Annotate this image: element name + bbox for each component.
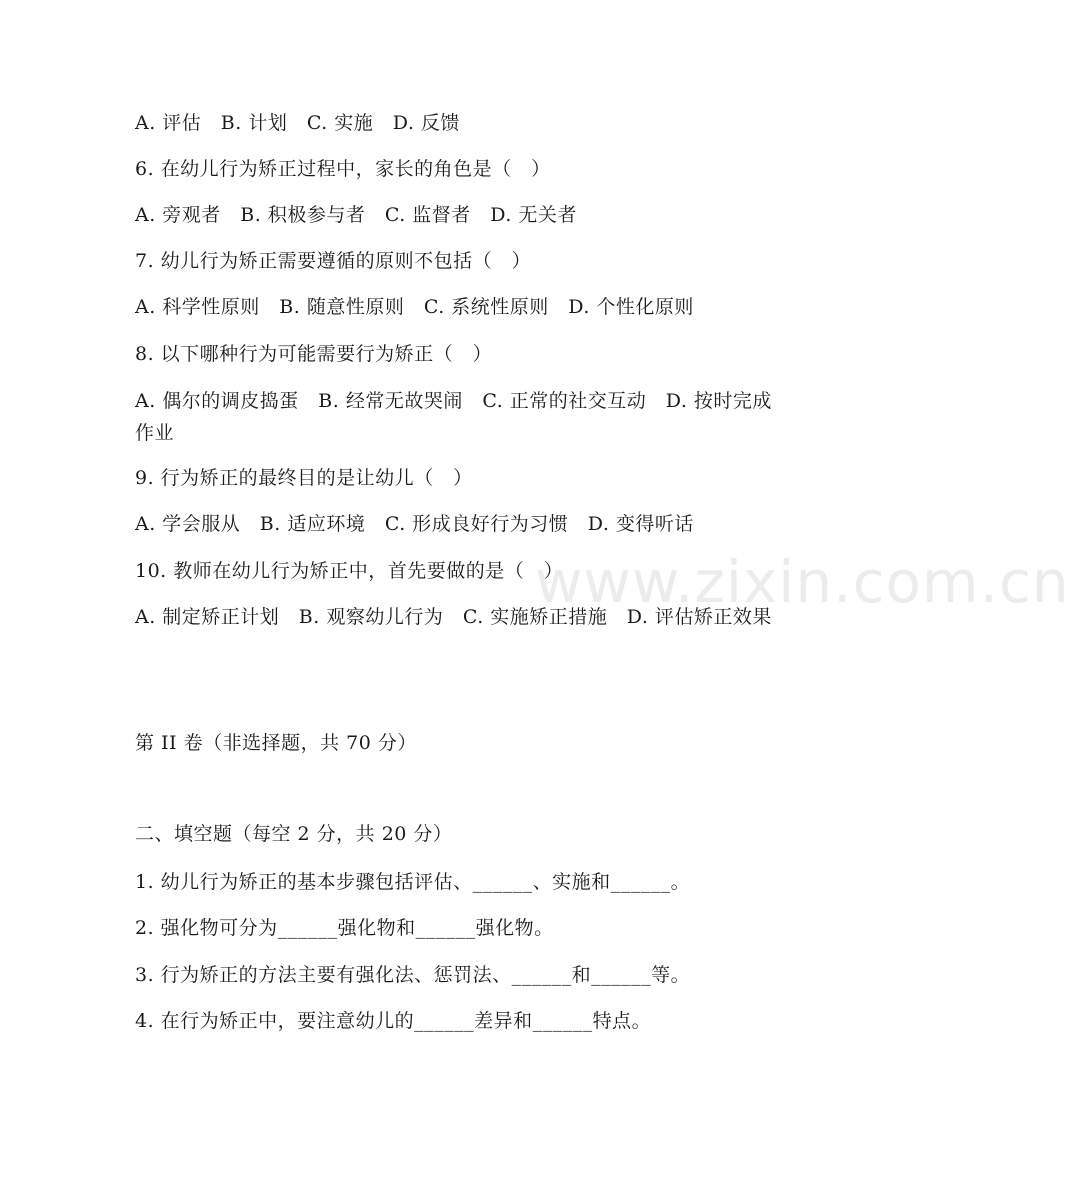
question-7: 7. 幼儿行为矫正需要遵循的原则不包括（ ） xyxy=(135,250,532,272)
watermark-text: www.zixin.com.cn xyxy=(535,548,1070,616)
question-6-options: A. 旁观者 B. 积极参与者 C. 监督者 D. 无关者 xyxy=(135,204,577,226)
fill-blank-2: 2. 强化物可分为______强化物和______强化物。 xyxy=(135,917,554,939)
question-10: 10. 教师在幼儿行为矫正中，首先要做的是（ ） xyxy=(135,560,564,582)
question-9-options: A. 学会服从 B. 适应环境 C. 形成良好行为习惯 D. 变得听话 xyxy=(135,513,694,535)
question-7-options: A. 科学性原则 B. 随意性原则 C. 系统性原则 D. 个性化原则 xyxy=(135,296,694,318)
question-10-options: A. 制定矫正计划 B. 观察幼儿行为 C. 实施矫正措施 D. 评估矫正效果 xyxy=(135,606,772,628)
section-2-title: 二、填空题（每空 2 分，共 20 分） xyxy=(135,823,453,845)
question-8-options: A. 偶尔的调皮捣蛋 B. 经常无故哭闹 C. 正常的社交互动 D. 按时完成作业 xyxy=(135,390,772,444)
fill-blank-1: 1. 幼儿行为矫正的基本步骤包括评估、______、实施和______。 xyxy=(135,871,691,893)
question-8: 8. 以下哪种行为可能需要行为矫正（ ） xyxy=(135,343,493,365)
fill-blank-4: 4. 在行为矫正中，要注意幼儿的______差异和______特点。 xyxy=(135,1010,652,1032)
question-9: 9. 行为矫正的最终目的是让幼儿（ ） xyxy=(135,467,473,489)
question-5-options: A. 评估 B. 计划 C. 实施 D. 反馈 xyxy=(135,112,460,134)
part-2-title: 第 II 卷（非选择题，共 70 分） xyxy=(135,732,417,754)
question-6: 6. 在幼儿行为矫正过程中，家长的角色是（ ） xyxy=(135,158,551,180)
fill-blank-3: 3. 行为矫正的方法主要有强化法、惩罚法、______和______等。 xyxy=(135,964,691,986)
